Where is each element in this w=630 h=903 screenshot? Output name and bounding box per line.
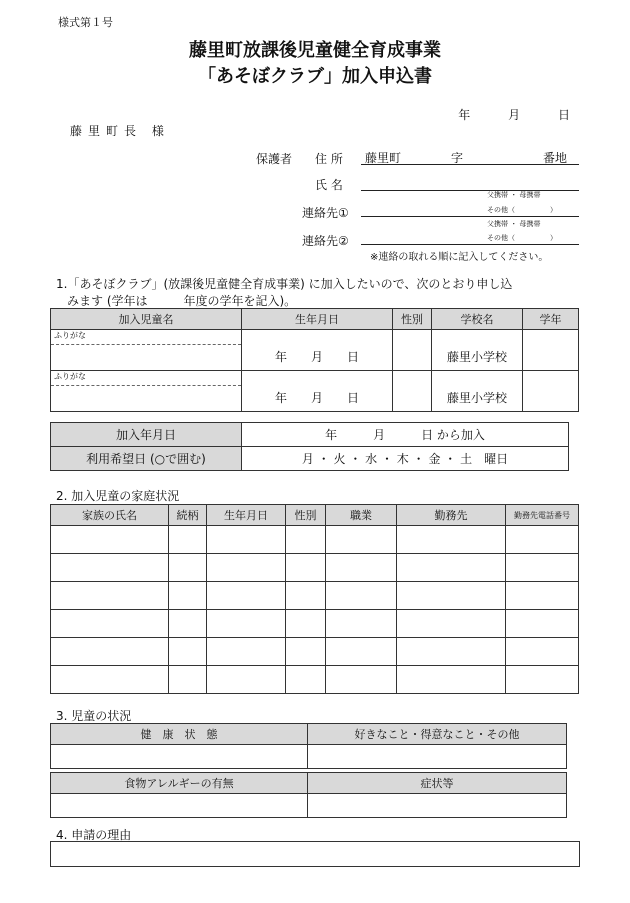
days-label: 利用希望日 (○で囲む) xyxy=(51,447,242,471)
child-status-table xyxy=(50,723,567,769)
child-name-cell[interactable] xyxy=(51,371,242,412)
likes-cell[interactable] xyxy=(308,745,567,769)
address-aza: 字 xyxy=(451,151,464,165)
col-symptoms: 症状等 xyxy=(308,773,567,794)
family-cell[interactable] xyxy=(397,582,506,610)
col-child-name: 加入児童名 xyxy=(51,309,242,330)
family-cell[interactable] xyxy=(169,610,207,638)
family-cell[interactable] xyxy=(169,582,207,610)
family-row xyxy=(51,526,579,554)
family-row xyxy=(51,554,579,582)
section1-text-line2: みます (学年は 年度の学年を記入)。 xyxy=(67,294,297,308)
col-work-phone: 勤務先電話番号 xyxy=(506,505,579,526)
col-workplace: 勤務先 xyxy=(397,505,506,526)
family-cell[interactable] xyxy=(169,554,207,582)
family-cell[interactable] xyxy=(506,610,579,638)
family-cell[interactable] xyxy=(397,526,506,554)
family-cell[interactable] xyxy=(207,526,286,554)
birth-date-cell[interactable]: 年 月 日 xyxy=(242,371,393,412)
family-row xyxy=(51,582,579,610)
child-row xyxy=(51,330,579,371)
grade-cell[interactable] xyxy=(523,371,579,412)
form-title-line1: 藤里町放課後児童健全育成事業 xyxy=(189,40,441,61)
name-label: 氏 名 xyxy=(315,178,343,192)
guardian-label: 保護者 xyxy=(256,152,293,166)
family-cell[interactable] xyxy=(286,610,326,638)
family-cell[interactable] xyxy=(397,666,506,694)
col-occupation: 職業 xyxy=(326,505,397,526)
contact-note: ※連絡の取れる順に記入してください。 xyxy=(370,252,549,263)
reason-field[interactable] xyxy=(50,841,580,867)
family-cell[interactable] xyxy=(506,638,579,666)
family-cell[interactable] xyxy=(286,638,326,666)
join-date-label: 加入年月日 xyxy=(51,423,242,447)
child-table xyxy=(50,308,579,412)
form-number: 様式第１号 xyxy=(58,16,113,29)
section4-title: 4. 申請の理由 xyxy=(56,828,132,842)
symptoms-cell[interactable] xyxy=(308,794,567,818)
family-cell[interactable] xyxy=(286,554,326,582)
family-cell[interactable] xyxy=(51,638,169,666)
days-value[interactable]: 月 ・ 火 ・ 水 ・ 木 ・ 金 ・ 土 曜日 xyxy=(242,447,569,471)
col-school: 学校名 xyxy=(432,309,523,330)
contact1-phone-other: その他（ ） xyxy=(487,206,557,214)
guardian-name-field[interactable] xyxy=(361,174,579,191)
child-name-cell[interactable] xyxy=(51,330,242,371)
col-family-birth: 生年月日 xyxy=(207,505,286,526)
family-cell[interactable] xyxy=(326,666,397,694)
family-cell[interactable] xyxy=(169,526,207,554)
family-cell[interactable] xyxy=(207,666,286,694)
col-family-name: 家族の氏名 xyxy=(51,505,169,526)
family-cell[interactable] xyxy=(207,610,286,638)
col-likes: 好きなこと・得意なこと・その他 xyxy=(308,724,567,745)
family-row xyxy=(51,666,579,694)
allergy-table xyxy=(50,772,567,818)
col-health: 健 康 状 態 xyxy=(51,724,308,745)
family-cell[interactable] xyxy=(286,582,326,610)
contact1-label: 連絡先① xyxy=(302,206,349,220)
family-cell[interactable] xyxy=(397,638,506,666)
furigana-label: ふりがな xyxy=(51,371,241,386)
school-cell: 藤里小学校 xyxy=(432,371,523,412)
address-banchi: 番地 xyxy=(542,151,567,165)
sex-cell[interactable] xyxy=(393,371,432,412)
col-relation: 続柄 xyxy=(169,505,207,526)
col-birth-date: 生年月日 xyxy=(242,309,393,330)
join-date-value[interactable]: 年 月 日 から加入 xyxy=(242,423,569,447)
date-month: 月 xyxy=(508,108,521,122)
family-cell[interactable] xyxy=(397,554,506,582)
contact2-phone-other: その他（ ） xyxy=(487,234,557,242)
contact1-phone-types: 父携帯 ・ 母携帯 xyxy=(487,191,541,199)
health-cell[interactable] xyxy=(51,745,308,769)
sex-cell[interactable] xyxy=(393,330,432,371)
grade-cell[interactable] xyxy=(523,330,579,371)
family-cell[interactable] xyxy=(169,666,207,694)
join-table xyxy=(50,422,569,471)
col-family-sex: 性別 xyxy=(286,505,326,526)
family-cell[interactable] xyxy=(169,638,207,666)
family-cell[interactable] xyxy=(326,610,397,638)
family-cell[interactable] xyxy=(506,554,579,582)
family-cell[interactable] xyxy=(326,554,397,582)
family-cell[interactable] xyxy=(286,526,326,554)
birth-date-cell[interactable]: 年 月 日 xyxy=(242,330,393,371)
family-cell[interactable] xyxy=(326,638,397,666)
address-label: 住 所 xyxy=(315,152,343,166)
family-cell[interactable] xyxy=(506,666,579,694)
address-field[interactable] xyxy=(361,148,579,165)
family-cell[interactable] xyxy=(207,554,286,582)
family-row xyxy=(51,638,579,666)
application-date xyxy=(424,106,570,123)
family-cell[interactable] xyxy=(207,638,286,666)
addressee: 藤里町長 様 xyxy=(70,124,170,138)
form-title-line2: 「あそぼクラブ」加入申込書 xyxy=(198,66,432,87)
section3-title: 3. 児童の状況 xyxy=(56,709,132,723)
family-cell[interactable] xyxy=(286,666,326,694)
family-cell[interactable] xyxy=(51,610,169,638)
col-grade: 学年 xyxy=(523,309,579,330)
family-cell[interactable] xyxy=(397,610,506,638)
family-cell[interactable] xyxy=(51,554,169,582)
family-cell[interactable] xyxy=(506,582,579,610)
date-day: 日 xyxy=(557,108,570,122)
family-cell[interactable] xyxy=(207,582,286,610)
family-row xyxy=(51,610,579,638)
furigana-label: ふりがな xyxy=(51,330,241,345)
school-cell: 藤里小学校 xyxy=(432,330,523,371)
family-table xyxy=(50,504,579,694)
section2-title: 2. 加入児童の家庭状況 xyxy=(56,489,180,503)
col-allergy: 食物アレルギーの有無 xyxy=(51,773,308,794)
section1-text-line1: 1.「あそぼクラブ」(放課後児童健全育成事業) に加入したいので、次のとおり申し込 xyxy=(56,277,513,291)
contact2-label: 連絡先② xyxy=(302,234,349,248)
family-cell[interactable] xyxy=(326,526,397,554)
col-sex: 性別 xyxy=(393,309,432,330)
family-cell[interactable] xyxy=(326,582,397,610)
date-year: 年 xyxy=(458,108,471,122)
family-cell[interactable] xyxy=(506,526,579,554)
family-cell[interactable] xyxy=(51,526,169,554)
allergy-cell[interactable] xyxy=(51,794,308,818)
family-cell[interactable] xyxy=(51,582,169,610)
contact2-phone-types: 父携帯 ・ 母携帯 xyxy=(487,220,541,228)
address-town: 藤里町 xyxy=(365,151,402,165)
child-row xyxy=(51,371,579,412)
family-cell[interactable] xyxy=(51,666,169,694)
